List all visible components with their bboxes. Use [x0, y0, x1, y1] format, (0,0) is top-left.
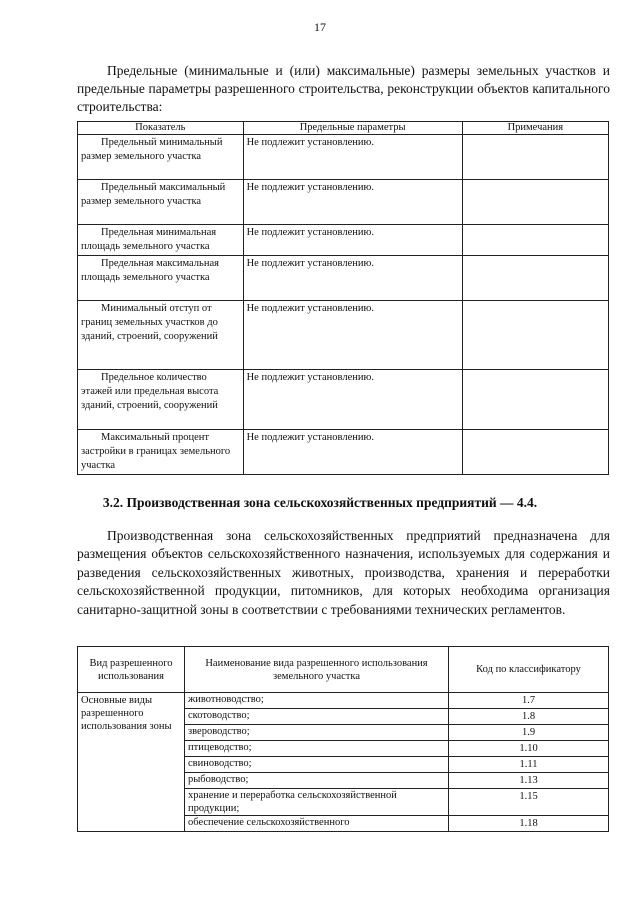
use-name-cell: обеспечение сельскохозяйственного	[185, 816, 449, 832]
value-cell: Не подлежит установлению.	[243, 180, 462, 225]
page-number: 17	[314, 20, 326, 34]
code-cell: 1.13	[449, 773, 609, 789]
note-cell	[462, 370, 608, 430]
table-row	[78, 430, 609, 475]
value-cell: Не подлежит установлению.	[243, 135, 462, 180]
indicator-cell: Предельная максимальная площадь земельного участка	[78, 256, 244, 301]
parameters-table	[77, 121, 609, 475]
use-name-cell: скотоводство;	[185, 709, 449, 725]
value-cell: Не подлежит установлению.	[243, 225, 462, 256]
code-cell: 1.15	[449, 789, 609, 816]
use-name-cell: животноводство;	[185, 693, 449, 709]
note-cell	[462, 256, 608, 301]
note-cell	[462, 225, 608, 256]
indicator-cell: Предельный максимальный размер земельного участка	[78, 180, 244, 225]
value-cell: Не подлежит установлению.	[243, 301, 462, 370]
note-cell	[462, 180, 608, 225]
section-text: Производственная зона сельскохозяйственных предприятий предназначена для размещения объектов сельскохозяйственного назначения, используемых для содержания и разведения сельскохозяйственных животных, производства, хранения и переработки сельскохозяйственной продукции, питомников, для которых необходима организация санитарно-защитной зоны в соответствии с требованиями технических регламентов.	[77, 528, 610, 617]
value-cell: Не подлежит установлению.	[243, 370, 462, 430]
header-indicator: Показатель	[78, 122, 244, 135]
code-cell: 1.9	[449, 725, 609, 741]
use-name-cell: свиноводство;	[185, 757, 449, 773]
header-code: Код по классификатору	[449, 647, 609, 693]
header-notes: Примечания	[462, 122, 608, 135]
table-row	[78, 693, 609, 709]
table-header-row	[78, 647, 609, 693]
indicator-cell: Максимальный процент застройки в границах земельного участка	[78, 430, 244, 475]
intro-paragraph	[77, 62, 610, 116]
indicator-cell: Минимальный отступ от границ земельных участков до зданий, строений, сооружений	[78, 301, 244, 370]
header-parameters: Предельные параметры	[243, 122, 462, 135]
use-name-cell: птицеводство;	[185, 741, 449, 757]
intro-text: Предельные (минимальные и (или) максимальные) размеры земельных участков и предельные параметры разрешенного строительства, реконструкции объектов капитального строительства:	[77, 63, 610, 114]
permitted-uses-table	[77, 646, 609, 832]
table-row	[78, 180, 609, 225]
use-name-cell: хранение и переработка сельскохозяйственной продукции;	[185, 789, 449, 816]
code-cell: 1.11	[449, 757, 609, 773]
header-use-name: Наименование вида разрешенного использования земельного участка	[185, 647, 449, 693]
table-row	[78, 256, 609, 301]
note-cell	[462, 135, 608, 180]
table-row	[78, 301, 609, 370]
table-row	[78, 135, 609, 180]
note-cell	[462, 301, 608, 370]
note-cell	[462, 430, 608, 475]
indicator-cell: Предельный минимальный размер земельного участка	[78, 135, 244, 180]
code-cell: 1.18	[449, 816, 609, 832]
value-cell: Не подлежит установлению.	[243, 430, 462, 475]
header-use-type: Вид разрешенного использования	[78, 647, 185, 693]
code-cell: 1.8	[449, 709, 609, 725]
indicator-cell: Предельная минимальная площадь земельного участка	[78, 225, 244, 256]
table-row	[78, 370, 609, 430]
use-name-cell: звероводство;	[185, 725, 449, 741]
value-cell: Не подлежит установлению.	[243, 256, 462, 301]
indicator-cell: Предельное количество этажей или предельная высота зданий, строений, сооружений	[78, 370, 244, 430]
table-row	[78, 225, 609, 256]
section-heading: 3.2. Производственная зона сельскохозяйственных предприятий — 4.4.	[102, 495, 538, 510]
code-cell: 1.10	[449, 741, 609, 757]
group-label-cell: Основные виды разрешенного использования зоны	[78, 693, 185, 832]
table-header-row	[78, 122, 609, 135]
use-name-cell: рыбоводство;	[185, 773, 449, 789]
section-paragraph	[77, 527, 610, 619]
code-cell: 1.7	[449, 693, 609, 709]
